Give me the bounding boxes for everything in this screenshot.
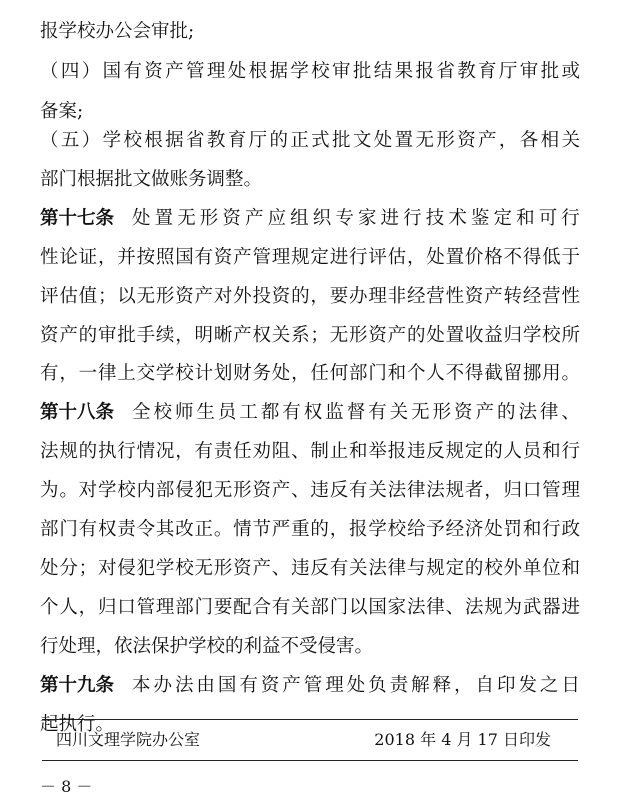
article-17-line — [40, 204, 580, 234]
body-line-justified: 处 分 ； 对 侵 犯 学 校 无 形 资 产 、 违 反 有 关 法 律 与 规 定 的 校 外 单 位 和 — [40, 558, 580, 579]
body-line-justified: 法 规 的 执 行 情 况 ， 有 责 任 劝 阻 、 制 止 和 举 报 违 反 规 定 的 人 员 和 行 — [40, 441, 580, 462]
footer-bottom-rule — [42, 760, 578, 761]
body-line-justified: （ 五 ） 学 校 根 据 省 教 育 厅 的 正 式 批 文 处 置 无 形 资 产 ， 各 相 关 — [40, 130, 580, 151]
article-18-line — [40, 398, 580, 428]
body-line-justified: 部 门 有 权 责 令 其 改 正 。 情 节 严 重 的 ， 报 学 校 给 予 经 济 处 罚 和 行 政 — [40, 519, 580, 540]
body-line-justified: 个 人 ， 归 口 管 理 部 门 要 配 合 有 关 部 门 以 国 家 法 律 、 法 规 为 武 器 进 — [40, 597, 580, 618]
body-line-justified: 为 。 对 学 校 内 部 侵 犯 无 形 资 产 、 违 反 有 关 法 律 法 规 者 ， 归 口 管 理 — [40, 480, 580, 501]
article-19-line — [40, 671, 580, 701]
body-line: 备案; — [40, 101, 84, 122]
body-line: 起执行。 — [40, 714, 115, 735]
body-line-justified: 有 ， 一 律 上 交 学 校 计 划 财 务 处 ， 任 何 部 门 和 个 人 不 得 截 留 挪 用 。 — [40, 363, 580, 384]
body-line-justified: 评 估 值 ； 以 无 形 资 产 对 外 投 资 的 ， 要 办 理 非 经 营 性 资 产 转 经 营 性 — [40, 286, 580, 307]
body-line-justified: 全 校 师 生 员 工 都 有 权 监 督 有 关 无 形 资 产 的 法 律 、 — [132, 402, 580, 423]
body-line: 部门根据批文做账务调整。 — [40, 169, 263, 190]
article-17-heading: 第十七条 — [40, 208, 115, 229]
body-line: 行处理，依法保护学校的利益不受侵害。 — [40, 636, 374, 657]
page-number: － 8 － — [40, 777, 93, 796]
article-18-heading: 第十八条 — [40, 402, 115, 423]
body-line-justified: 资 产 的 审 批 手 续 ， 明 晰 产 权 关 系 ； 无 形 资 产 的 处 置 收 益 归 学 校 所 — [40, 325, 580, 346]
body-line-justified: 性 论 证 ， 并 按 照 国 有 资 产 管 理 规 定 进 行 评 估 ， 处 置 价 格 不 得 低 于 — [40, 247, 580, 268]
issuer-name: 四川文理学院办公室 — [56, 730, 201, 749]
article-19-heading: 第十九条 — [40, 675, 115, 696]
issue-date: 2018 年 4 月 17 日印发 — [374, 730, 551, 749]
body-line: 报学校办公会审批; — [40, 21, 195, 42]
body-line-justified: 本 办 法 由 国 有 资 产 管 理 处 负 责 解 释 ， 自 印 发 之 日 — [132, 675, 580, 696]
body-line-justified: （ 四 ） 国 有 资 产 管 理 处 根 据 学 校 审 批 结 果 报 省 教 育 厅 审 批 或 — [40, 61, 580, 82]
body-line-justified: 处 置 无 形 资 产 应 组 织 专 家 进 行 技 术 鉴 定 和 可 行 — [132, 208, 580, 229]
